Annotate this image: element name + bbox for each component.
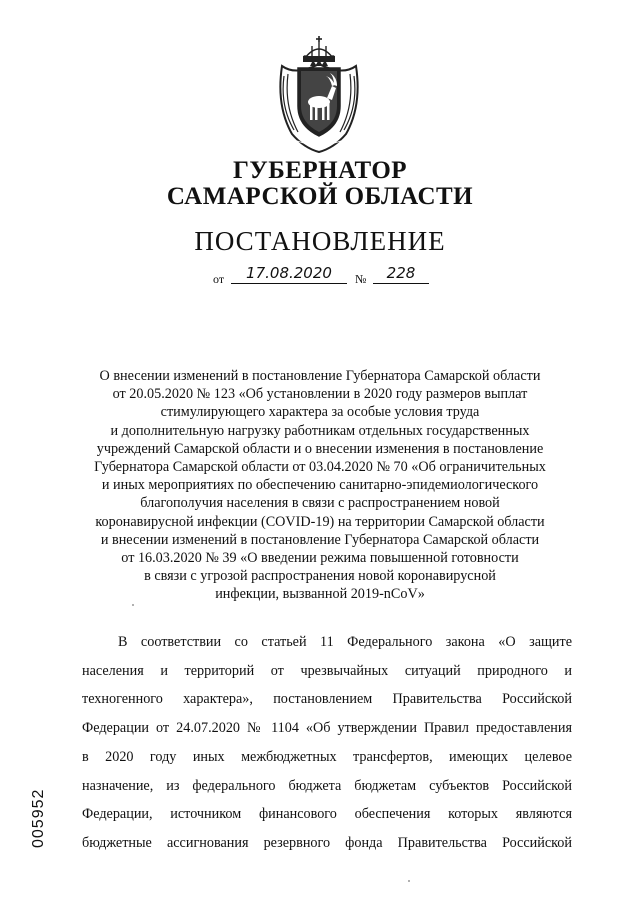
subject-line: О внесении изменений в постановление Губернатора Самарской области	[99, 368, 541, 384]
body-paragraph	[82, 628, 572, 858]
document-subject	[60, 367, 580, 604]
body-line: техногенного характера», постановлением Правительства Российской	[82, 691, 572, 708]
subject-line: от 20.05.2020 № 123 «Об установлении в 2020 году размеров выплат	[112, 386, 528, 403]
document-number: 228	[373, 262, 429, 284]
subject-line: и внесении изменений в постановление Губернатора Самарской области	[100, 531, 540, 548]
subject-line: благополучия населения в связи с распространением новой	[140, 495, 500, 512]
subject-line: коронавирусной инфекции (COVID-19) на территории Самарской области	[95, 513, 545, 530]
issuer-title-line2: САМАРСКОЙ ОБЛАСТИ	[166, 183, 474, 210]
body-line: назначение, из федерального бюджета бюджетам субъектов Российской	[82, 777, 572, 794]
subject-line: от 16.03.2020 № 39 «О введении режима повышенной готовности	[121, 550, 519, 567]
document-date: 17.08.2020	[231, 262, 347, 284]
number-label: №	[355, 272, 367, 286]
body-line: в 2020 году иных межбюджетных трансфертов, имеющих целевое	[82, 748, 572, 765]
subject-line: в связи с угрозой распространения новой коронавирусной	[144, 568, 496, 585]
date-prefix-label: от	[213, 272, 225, 286]
registration-side-code: 005952	[30, 788, 47, 848]
subject-line: учреждений Самарской области и о внесении изменения в постановление	[96, 440, 544, 457]
subject-line: инфекции, вызванной 2019-nCoV»	[215, 586, 425, 603]
body-line: Федерации, источником финансового обеспечения которых являются	[82, 806, 572, 823]
samara-coat-of-arms-icon	[272, 36, 366, 154]
issuer-title-line1: ГУБЕРНАТОР	[232, 157, 408, 184]
document-type-title: ПОСТАНОВЛЕНИЕ	[194, 226, 446, 256]
date-number-line	[213, 262, 428, 288]
scan-speck	[132, 604, 134, 606]
scan-speck	[408, 880, 410, 882]
subject-line: и иных мероприятиях по обеспечению санитарно-эпидемиологического	[101, 477, 539, 494]
subject-line: и дополнительную нагрузку работникам отдельных государственных	[110, 422, 530, 439]
subject-line: стимулирующего характера за особые условия труда	[160, 404, 480, 421]
subject-line: Губернатора Самарской области от 03.04.2020 № 70 «Об ограничительных	[94, 459, 546, 476]
body-line: В соответствии со статьей 11 Федерального закона «О защите	[118, 634, 572, 650]
body-line: населения и территорий от чрезвычайных ситуаций природного и	[82, 662, 572, 679]
body-line: бюджетные ассигнования резервного фонда Правительства Российской	[82, 834, 572, 851]
body-line: Федерации от 24.07.2020 № 1104 «Об утверждении Правил предоставления	[82, 720, 572, 737]
